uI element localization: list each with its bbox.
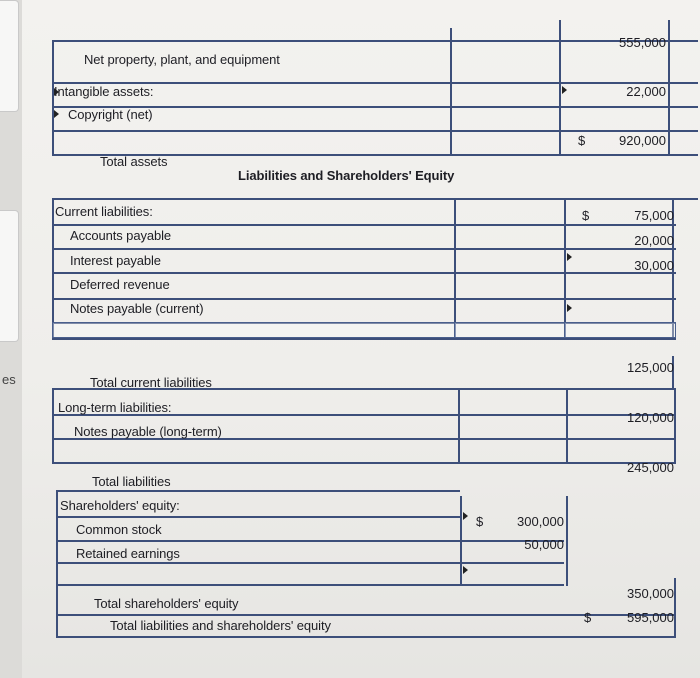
- grid-line: [566, 388, 568, 464]
- grid-line: [458, 388, 460, 464]
- total-current-liabilities-label: Total current liabilities: [90, 375, 212, 390]
- liabilities-equity-heading: Liabilities and Shareholders' Equity: [238, 168, 455, 183]
- grid-line: [56, 562, 564, 564]
- current-liabilities-header: Current liabilities:: [55, 204, 153, 219]
- grid-line: [56, 636, 676, 638]
- grid-line: [566, 496, 568, 586]
- retained-earnings-amount: 50,000: [524, 537, 564, 552]
- intangible-assets-label: Intangible assets:: [54, 84, 154, 99]
- blank-entry-cell: [564, 322, 676, 338]
- left-panel-tab-top: [0, 0, 19, 112]
- grid-line: [52, 338, 676, 340]
- total-liabilities-label: Total liabilities: [92, 474, 171, 489]
- accounts-payable-amount: 75,000: [634, 208, 674, 223]
- row-marker: [567, 304, 572, 312]
- notes-payable-long-term-label: Notes payable (long-term): [74, 424, 222, 439]
- cropped-edge-text: es: [2, 372, 16, 387]
- notes-payable-long-term-amount: 120,000: [627, 410, 674, 425]
- grid-line: [52, 388, 54, 464]
- interest-payable-label: Interest payable: [70, 253, 161, 268]
- grid-line: [559, 20, 561, 156]
- grid-line: [52, 198, 54, 340]
- grand-total-currency: $: [584, 610, 592, 625]
- grid-line: [52, 224, 676, 226]
- grid-line: [56, 490, 460, 492]
- total-assets-label: Total assets: [100, 154, 168, 169]
- row-marker: [567, 253, 572, 261]
- row-marker: [562, 86, 567, 94]
- grid-line: [52, 130, 698, 132]
- grid-line: [564, 198, 566, 340]
- grid-line: [674, 388, 676, 464]
- grand-total-amount: 595,000: [627, 610, 674, 625]
- grid-line: [668, 20, 670, 156]
- row-marker: [54, 110, 59, 118]
- deferred-revenue-amount: 30,000: [634, 258, 674, 273]
- total-assets-amount: 920,000: [619, 133, 666, 148]
- grid-line: [56, 614, 676, 616]
- notes-payable-current-label: Notes payable (current): [70, 301, 204, 316]
- net-ppe-label: Net property, plant, and equipment: [84, 52, 280, 67]
- shareholders-equity-header: Shareholders' equity:: [60, 498, 180, 513]
- grid-line: [454, 198, 456, 340]
- row-marker: [463, 566, 468, 574]
- long-term-liabilities-header: Long-term liabilities:: [58, 400, 172, 415]
- grid-line: [56, 516, 460, 518]
- total-shareholders-equity-amount: 350,000: [627, 586, 674, 601]
- grid-line: [52, 272, 676, 274]
- grid-line: [674, 578, 676, 638]
- balance-sheet-worksheet: [22, 0, 700, 678]
- common-stock-currency: $: [476, 514, 484, 529]
- interest-payable-amount: 20,000: [634, 233, 674, 248]
- retained-earnings-label: Retained earnings: [76, 546, 180, 561]
- intangible-assets-amount: 22,000: [626, 84, 666, 99]
- grid-line: [56, 584, 564, 586]
- common-stock-amount: 300,000: [517, 514, 564, 529]
- total-liabilities-amount: 245,000: [627, 460, 674, 475]
- grid-line: [52, 248, 676, 250]
- left-panel-tab-middle: [0, 210, 19, 342]
- grand-total-label: Total liabilities and shareholders' equity: [110, 618, 331, 633]
- net-ppe-amount: 555,000: [619, 35, 666, 50]
- accounts-payable-currency: $: [582, 208, 590, 223]
- row-marker: [463, 512, 468, 520]
- total-current-liabilities-amount: 125,000: [627, 360, 674, 375]
- blank-entry-row: [52, 322, 456, 338]
- total-assets-currency: $: [578, 133, 586, 148]
- copyright-label: Copyright (net): [68, 107, 153, 122]
- total-shareholders-equity-label: Total shareholders' equity: [94, 596, 239, 611]
- accounts-payable-label: Accounts payable: [70, 228, 172, 243]
- deferred-revenue-label: Deferred revenue: [70, 277, 170, 292]
- grid-line: [52, 198, 698, 200]
- blank-entry-cell: [454, 322, 566, 338]
- common-stock-label: Common stock: [76, 522, 162, 537]
- grid-line: [52, 462, 676, 464]
- grid-line: [450, 28, 452, 156]
- grid-line: [52, 298, 676, 300]
